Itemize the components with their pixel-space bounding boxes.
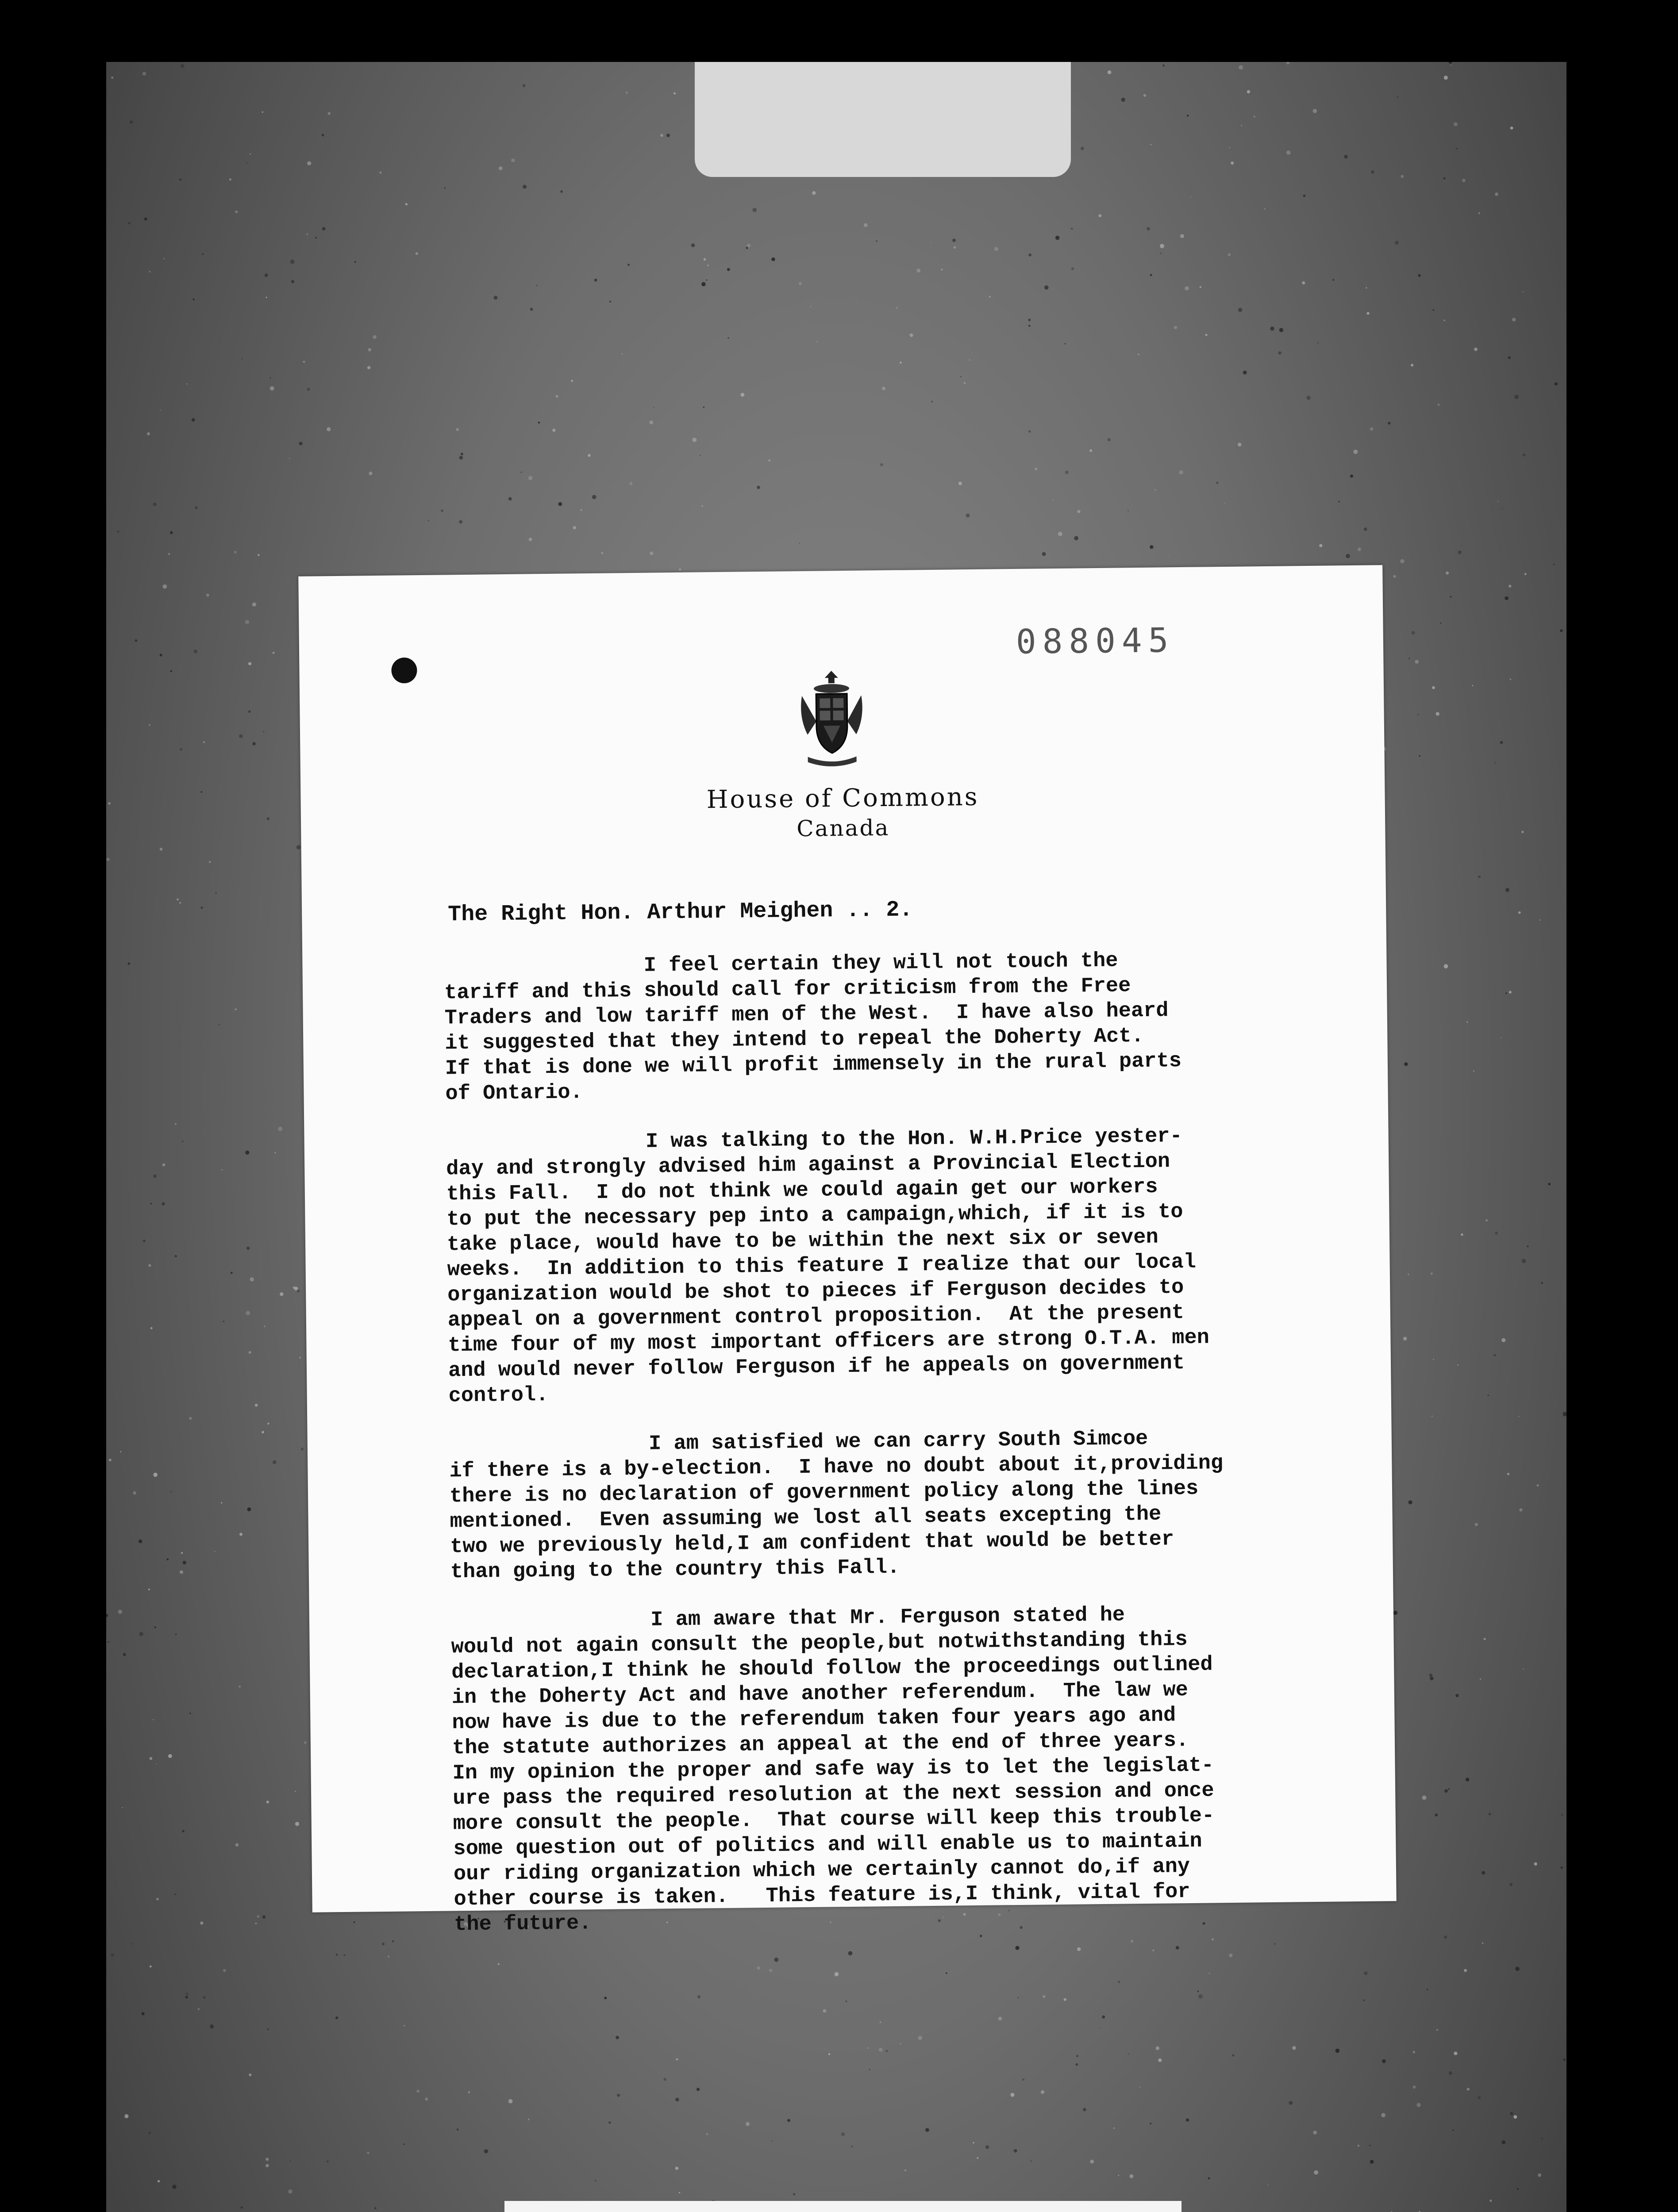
holder-clip <box>695 62 1071 177</box>
letter-line: day and strongly advised him against a Provincial Election <box>446 1150 1170 1181</box>
letter-line: more consult the people. That course will keep this trouble- <box>453 1804 1215 1836</box>
letter-line: now have is due to the referendum taken four years ago and <box>452 1704 1176 1735</box>
letter-line: our riding organization which we certainly cannot do,if any <box>453 1855 1190 1886</box>
letter-line: than going to the country this Fall. <box>450 1555 900 1584</box>
letter-line: if there is a by-election. I have no doubt about it,providing <box>449 1452 1224 1483</box>
letter-line: to put the necessary pep into a campaign,which, if it is to <box>446 1200 1183 1232</box>
letter-line: the statute authorizes an appeal at the end of three years. <box>452 1728 1189 1760</box>
letter-line: organization would be shot to pieces if Ferguson decides to <box>447 1276 1184 1307</box>
letter-line: I was talking to the Hon. W.H.Price yester- <box>446 1125 1182 1156</box>
letter-paragraph <box>444 946 1295 1106</box>
letter-line: I am satisfied we can carry South Simcoe <box>449 1427 1148 1458</box>
letter-line: declaration,I think he should follow the proceedings outlined <box>451 1653 1213 1685</box>
series-label <box>504 2201 1182 2212</box>
letter-line: would not again consult the people,but notwithstanding this <box>451 1628 1188 1659</box>
letterhead-subtitle: Canada <box>797 814 890 842</box>
document-number: 088045 <box>1016 620 1175 661</box>
letter-line: take place, would have to be within the next six or seven <box>446 1225 1158 1257</box>
letter-line: some question out of politics and will enable us to maintain <box>453 1829 1202 1861</box>
letter-line: two we previously held,I am confident that would be better <box>450 1528 1174 1559</box>
letter-body <box>444 946 1304 1962</box>
letter-line: of Ontario. <box>445 1081 583 1106</box>
letter-line: and would never follow Ferguson if he appeals on government <box>448 1352 1185 1383</box>
letter-line: control. <box>448 1383 549 1408</box>
letter-line: in the Doherty Act and have another referendum. The law we <box>451 1678 1189 1710</box>
letter-line: weeks. In addition to this feature I realize that our local <box>447 1250 1197 1282</box>
letter-line: there is no declaration of government policy along the lines <box>449 1477 1199 1509</box>
coat-of-arms-icon <box>793 668 870 770</box>
letter-line: this Fall. I do not think we could again get our workers <box>446 1175 1158 1206</box>
letter-paragraph <box>451 1601 1304 1937</box>
addressee-line: The Right Hon. Arthur Meighen .. 2. <box>447 897 913 928</box>
letter-line: In my opinion the proper and safe way is to let the legislat- <box>452 1754 1214 1786</box>
letter-line: Traders and low tariff men of the West. I have also heard <box>444 999 1169 1030</box>
letter-line: If that is done we will profit immensely in the rural parts <box>445 1049 1182 1081</box>
letter-line: time four of my most important officers are strong O.T.A. men <box>448 1326 1210 1358</box>
letter-line: ure pass the required resolution at the next session and once <box>452 1779 1214 1811</box>
letterhead <box>300 777 1385 848</box>
letter-line: other course is taken. This feature is,I think, vital for <box>454 1880 1190 1912</box>
letter-line: I feel certain they will not touch the <box>444 949 1118 980</box>
letter-line: the future. <box>454 1912 592 1937</box>
letter-line: I am aware that Mr. Ferguson stated he <box>450 1603 1125 1634</box>
letter-line: it suggested that they intend to repeal the Doherty Act. <box>445 1024 1144 1056</box>
punch-hole <box>391 657 417 684</box>
letter-paragraph <box>449 1425 1300 1585</box>
letter-line: appeal on a government control proposition. At the present <box>447 1301 1185 1333</box>
letter-line: tariff and this should call for criticism from the Free <box>444 974 1131 1005</box>
letter-page <box>298 565 1396 1937</box>
letterhead-title: House of Commons <box>706 782 979 814</box>
letter-line: mentioned. Even assuming we lost all seats excepting the <box>450 1502 1162 1534</box>
letter-paragraph <box>446 1122 1298 1409</box>
